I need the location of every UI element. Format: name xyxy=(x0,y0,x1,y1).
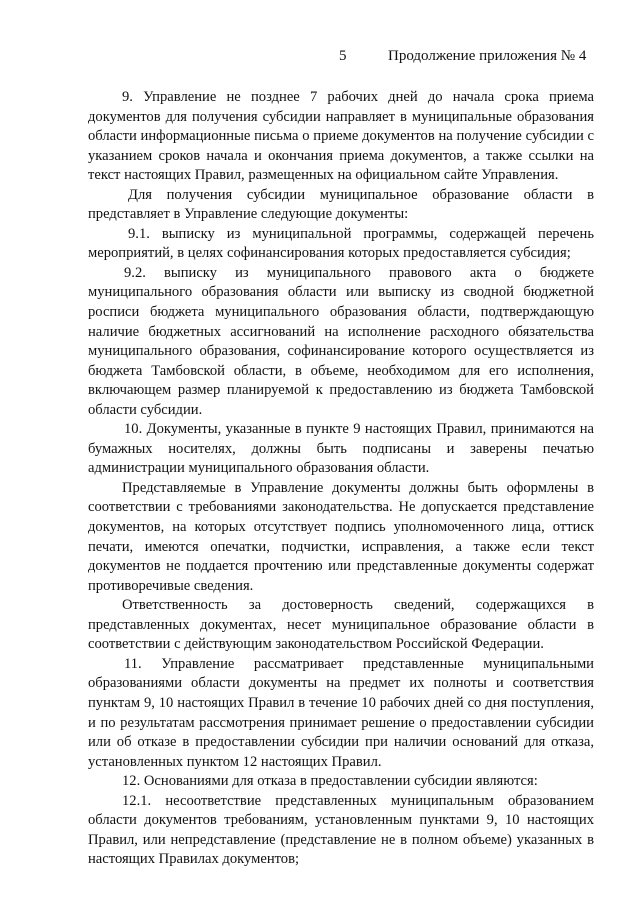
page-header xyxy=(0,48,640,68)
paragraph-responsibility: Ответственность за достоверность сведений, содержащихся в представленных документах, несет муниципальное образование области в соответствии с действующим законодательством Российской Федерации. xyxy=(88,597,594,653)
page-number: 5 xyxy=(339,48,347,64)
paragraph-12: 12. Основаниями для отказа в предоставлении субсидии являются: xyxy=(122,773,538,790)
paragraph-9-2: 9.2. выписку из муниципального правового акта о бюджете муниципального образования области или выписку из сводной бюджетной росписи бюджета муниципального образования области, подтверждающую наличие бюджетных ассигнований на исполнение расходного обязательства муниципального образования, софинансирование которого осуществляется из бюджета Тамбовской области, в объеме, необходимом для его исполнения, включающем размер планируемой к предоставлению из бюджета Тамбовской области субсидии. xyxy=(88,264,594,418)
paragraph-documents-intro: Для получения субсидии муниципальное образование области в представляет в Управление следующие документы: xyxy=(88,186,594,223)
appendix-continuation-note: Продолжение приложения № 4 xyxy=(388,48,587,64)
paragraph-12-1: 12.1. несоответствие представленных муниципальным образованием области документов требованиям, установленным пунктами 9, 10 настоящих Правил, или непредставление (представление не в полном объеме) указанных в настоящих Правилах документов; xyxy=(88,792,594,868)
paragraph-9: 9. Управление не позднее 7 рабочих дней до начала срока приема документов для получения субсидии направляет в муниципальные образования области информационные письма о приеме документов на получение субсидии с указанием сроков начала и окончания приема документов, а также ссылки на текст настоящих Правил, размещенных на официальном сайте Управления. xyxy=(88,89,594,184)
paragraph-9-1: 9.1. выписку из муниципальной программы, содержащей перечень мероприятий, в целях софинансирования которых предоставляется субсидия; xyxy=(88,225,594,262)
paragraph-10: 10. Документы, указанные в пункте 9 настоящих Правил, принимаются на бумажных носителях, должны быть подписаны и заверены печатью администрации муниципального образования области. xyxy=(88,421,594,477)
paragraph-document-requirements: Представляемые в Управление документы должны быть оформлены в соответствии с требованиями законодательства. Не допускается представление документов, на которых отсутствует подпись уполномоченного лица, оттиск печати, имеются опечатки, подчистки, исправления, а также если текст документов не поддается прочтению или представленные документы содержат противоречивые сведения. xyxy=(88,479,594,594)
paragraph-11: 11. Управление рассматривает представленные муниципальными образованиями области документы на предмет их полноты и соответствия пунктам 9, 10 настоящих Правил в течение 10 рабочих дней со дня поступления, и по результатам рассмотрения принимает решение о предоставлении субсидии или об отказе в предоставлении субсидии при наличии оснований для отказа, установленных пунктом 12 настоящих Правил. xyxy=(88,655,594,770)
document-body xyxy=(88,88,594,870)
